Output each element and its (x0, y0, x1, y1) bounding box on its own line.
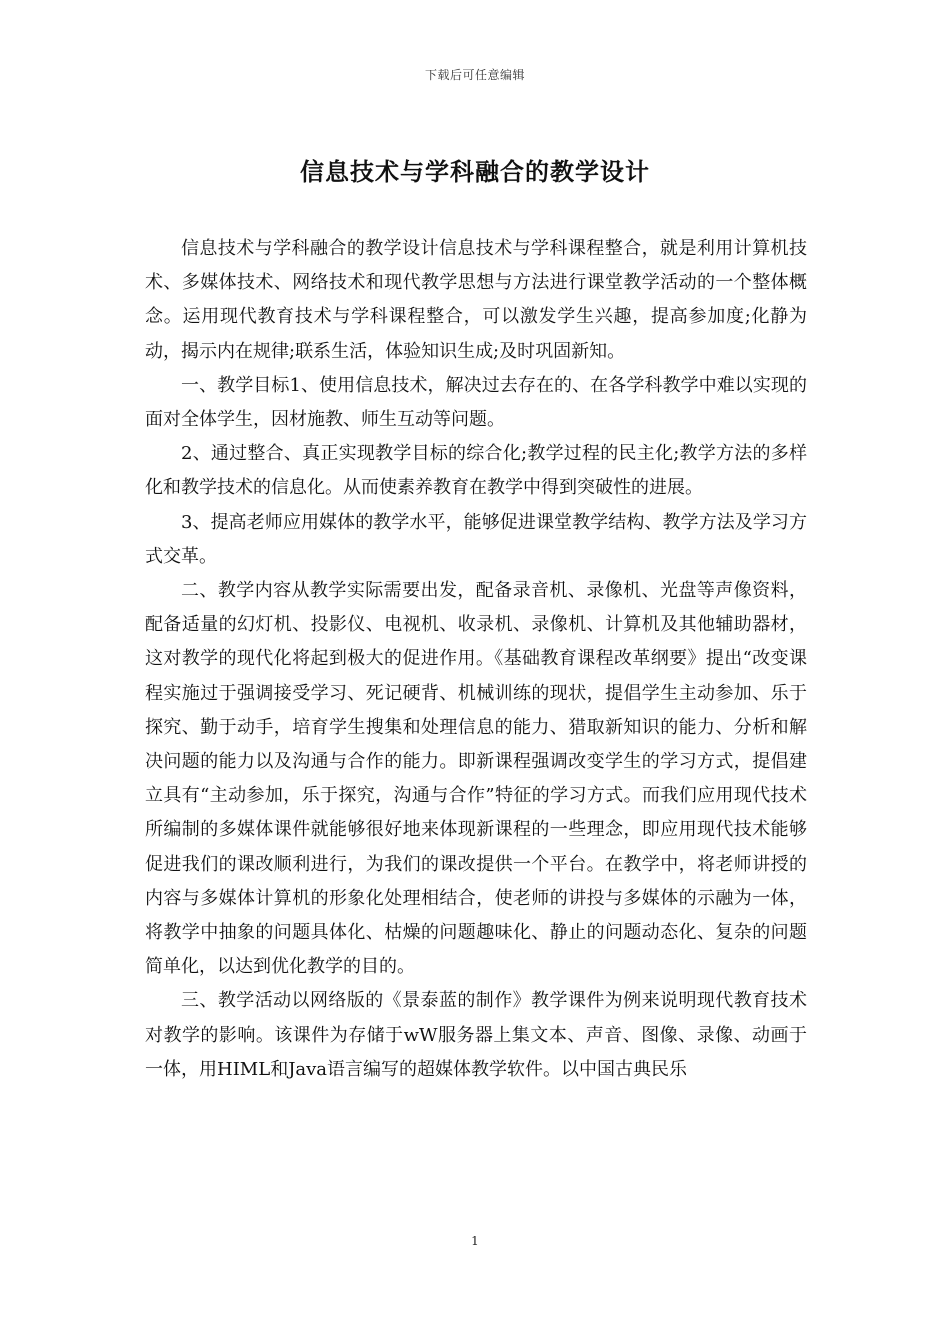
paragraph-objective-3: 3、提高老师应用媒体的教学水平，能够促进课堂教学结构、教学方法及学习方式交革。 (145, 511, 807, 567)
paragraph-objective-2: 2、通过整合、真正实现教学目标的综合化;教学过程的民主化;教学方法的多样化和教学技术的信息化。从而使素养教育在教学中得到突破性的进展。 (145, 443, 807, 499)
paragraph-objective-1: 一、教学目标1、使用信息技术，解决过去存在的、在各学科教学中难以实现的面对全体学生，因材施教、师生互动等问题。 (145, 374, 807, 431)
page-number: 1 (471, 1234, 479, 1248)
header-note: 下载后可任意编辑 (424, 68, 525, 82)
document-body (145, 232, 807, 1087)
paragraph-activity: 三、教学活动以网络版的《景泰蓝的制作》教学课件为例来说明现代教育技术对教学的影响。该课件为存储于wW服务器上集文本、声音、图像、录像、动画于一体，用HIML和Java语言编写的超媒体教学软件。以中国古典民乐 (145, 990, 807, 1080)
paragraph-intro: 信息技术与学科融合的教学设计信息技术与学科课程整合，就是利用计算机技术、多媒体技术、网络技术和现代教学思想与方法进行课堂教学活动的一个整体概念。运用现代教育技术与学科课程整合，可以激发学生兴趣，提高参加度;化静为动，揭示内在规律;联系生活，体验知识生成;及时巩固新知。 (145, 238, 807, 362)
paragraph-content: 二、教学内容从教学实际需要出发，配备录音机、录像机、光盘等声像资料，配备适量的幻灯机、投影仪、电视机、收录机、录像机、计算机及其他辅助器材，这对教学的现代化将起到极大的促进作用。《基础教育课程改革纲要》提出“改变课程实施过于强调接受学习、死记硬背、机械训练的现状，提倡学生主动参加、乐于探究、勤于动手，培育学生搜集和处理信息的能力、猎取新知识的能力、分析和解决问题的能力以及沟通与合作的能力。即新课程强调改变学生的学习方式，提倡建立具有“主动参加，乐于探究，沟通与合作”特征的学习方式。而我们应用现代技术所编制的多媒体课件就能够很好地来体现新课程的一些理念，即应用现代技术能够促进我们的课改顺利进行，为我们的课改提供一个平台。在教学中，将老师讲授的内容与多媒体计算机的形象化处理相结合，使老师的讲投与多媒体的示融为一体，将教学中抽象的问题具体化、枯燥的问题趣味化、静止的问题动态化、复杂的问题简单化，以达到优化教学的目的。 (145, 580, 807, 978)
document-title: 信息技术与学科融合的教学设计 (300, 158, 650, 186)
